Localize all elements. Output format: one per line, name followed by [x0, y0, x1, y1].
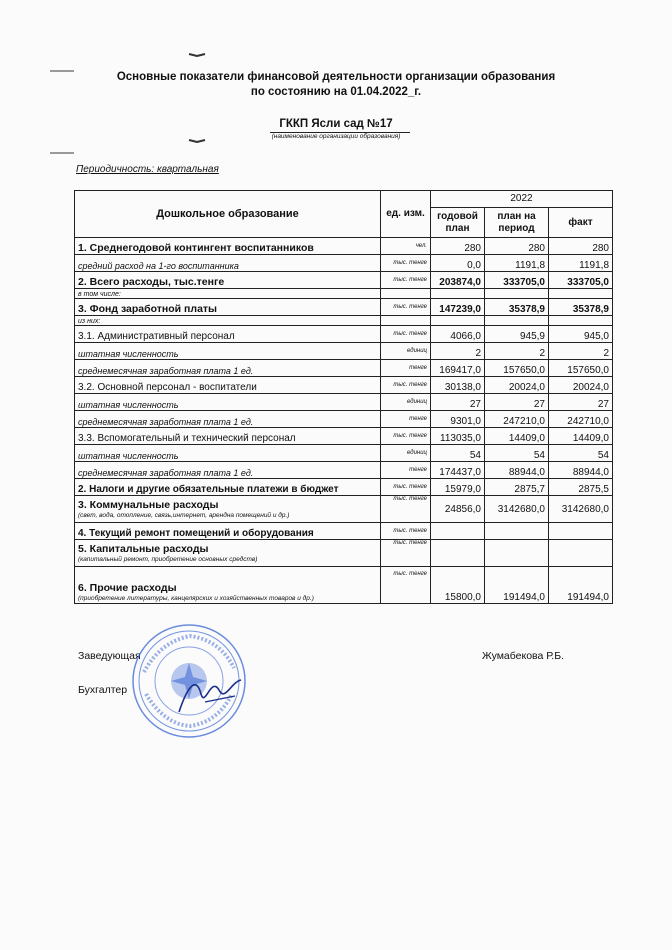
row-fact: 945,0: [549, 326, 613, 343]
row-fact: 2: [549, 343, 613, 360]
row-annual: 0,0: [431, 255, 485, 272]
col-fact-header: факт: [549, 208, 613, 238]
row-sublabel: (капитальный ремонт, приобретение основных средств): [78, 555, 258, 563]
row-label: штатная численность: [75, 343, 381, 360]
row-label: 6. Прочие расходы: [78, 582, 177, 594]
row-fact: 14409,0: [549, 428, 613, 445]
row-unit: тыс. тенге: [381, 479, 431, 496]
row-unit: тыс. тенге: [381, 255, 431, 272]
row-annual: 9301,0: [431, 411, 485, 428]
row-fact: 333705,0: [549, 272, 613, 289]
row-unit: единиц: [381, 343, 431, 360]
row-annual: 280: [431, 238, 485, 255]
row-fact: 2875,5: [549, 479, 613, 496]
row-period: 157650,0: [485, 360, 549, 377]
row-label: средний расход на 1-го воспитанника: [75, 255, 381, 272]
row-unit: тыс. тенге: [381, 496, 431, 523]
row-period: 14409,0: [485, 428, 549, 445]
accountant-label: Бухгалтер: [78, 684, 128, 696]
row-label: штатная численность: [75, 394, 381, 411]
row-label: 3.2. Основной персонал - воспитатели: [75, 377, 381, 394]
row-unit: тыс. тенге: [381, 540, 431, 567]
row-fact: [549, 523, 613, 540]
report-title-line1: Основные показатели финансовой деятельности организации образования: [116, 71, 556, 83]
row-unit: тыс. тенге: [381, 377, 431, 394]
table-row: [75, 428, 613, 445]
row-fact: 191494,0: [549, 567, 613, 604]
table-row: [75, 272, 613, 289]
col-period-header: план на период: [485, 208, 549, 238]
row-label: в том числе:: [75, 289, 381, 299]
row-label: среднемесячная заработная плата 1 ед.: [75, 462, 381, 479]
row-unit: тыс. тенге: [381, 428, 431, 445]
row-sublabel: (приобретение литературы, канцелярских и хозяйственных товаров и др.): [78, 595, 314, 602]
table-row: [75, 479, 613, 496]
row-annual: 15979,0: [431, 479, 485, 496]
row-unit: тенге: [381, 462, 431, 479]
col-unit-header: ед. изм.: [381, 191, 431, 238]
row-fact: 88944,0: [549, 462, 613, 479]
row-annual: 174437,0: [431, 462, 485, 479]
row-annual: [431, 523, 485, 540]
periodicity: Периодичность: квартальная: [76, 164, 219, 175]
scan-mark-icon: [187, 138, 207, 143]
table-row: [75, 462, 613, 479]
row-annual: 30138,0: [431, 377, 485, 394]
row-unit: единиц: [381, 445, 431, 462]
row-period: 20024,0: [485, 377, 549, 394]
row-period: 54: [485, 445, 549, 462]
report-title-line2: по состоянию на 01.04.2022_г.: [250, 86, 422, 98]
row-period: 191494,0: [485, 567, 549, 604]
row-label: 2. Налоги и другие обязательные платежи в бюджет: [75, 479, 381, 496]
row-label: 1. Среднегодовой контингент воспитанников: [75, 238, 381, 255]
scan-mark-icon: [187, 52, 207, 57]
row-label: 3.3. Вспомогательный и технический персонал: [75, 428, 381, 445]
row-label: среднемесячная заработная плата 1 ед.: [75, 411, 381, 428]
row-fact: 20024,0: [549, 377, 613, 394]
row-period: [485, 523, 549, 540]
financial-indicators-table: [74, 190, 613, 604]
row-fact: 54: [549, 445, 613, 462]
row-label: 3. Коммунальные расходы: [78, 498, 219, 511]
row-sublabel: (свет, вода, отопление, связь,интернет, арендна помещений и др.): [78, 511, 290, 519]
table-row: [75, 445, 613, 462]
row-period: [485, 540, 549, 567]
row-annual: 2: [431, 343, 485, 360]
row-unit: тенге: [381, 360, 431, 377]
row-unit: тыс. тенге: [381, 326, 431, 343]
row-fact: 280: [549, 238, 613, 255]
table-row: [75, 394, 613, 411]
row-label-cell: [75, 567, 381, 604]
row-annual: 113035,0: [431, 428, 485, 445]
head-name: Жумабекова Р.Б.: [482, 650, 565, 662]
row-fact: 35378,9: [549, 299, 613, 316]
row-fact: 242710,0: [549, 411, 613, 428]
row-period: 3142680,0: [485, 496, 549, 523]
table-row: [75, 255, 613, 272]
row-period: 88944,0: [485, 462, 549, 479]
row-unit: тыс. тенге: [381, 272, 431, 289]
row-annual: 27: [431, 394, 485, 411]
row-label-cell: [75, 496, 381, 523]
organization-note: (наименование организации образования): [271, 133, 401, 140]
row-period: 27: [485, 394, 549, 411]
row-fact: 27: [549, 394, 613, 411]
col-annual-header: годовой план: [431, 208, 485, 238]
row-annual: 4066,0: [431, 326, 485, 343]
row-unit: тыс. тенге: [381, 299, 431, 316]
table-row: [75, 377, 613, 394]
row-label: из них:: [75, 316, 381, 326]
row-annual: 24856,0: [431, 496, 485, 523]
row-period: 2875,7: [485, 479, 549, 496]
row-fact: [549, 540, 613, 567]
row-annual: 203874,0: [431, 272, 485, 289]
handwritten-signature-icon: [175, 672, 245, 720]
organization-name: ГККП Ясли сад №17: [279, 118, 393, 130]
row-fact: 157650,0: [549, 360, 613, 377]
row-period: 945,9: [485, 326, 549, 343]
row-period: 280: [485, 238, 549, 255]
scan-mark-icon: [48, 150, 76, 155]
row-label: 4. Текущий ремонт помещений и оборудования: [75, 523, 381, 540]
table-row: [75, 299, 613, 316]
table-row: [75, 343, 613, 360]
row-annual: 54: [431, 445, 485, 462]
col-section-header: Дошкольное образование: [75, 191, 381, 238]
row-fact: 3142680,0: [549, 496, 613, 523]
table-row: [75, 567, 613, 604]
row-label: 3. Фонд заработной платы: [75, 299, 381, 316]
scan-mark-icon: [48, 68, 76, 73]
row-unit: тыс. тенге: [381, 523, 431, 540]
row-label-cell: [75, 540, 381, 567]
table-row: [75, 540, 613, 567]
row-period: 2: [485, 343, 549, 360]
col-year-header: 2022: [431, 191, 613, 208]
table-row: [75, 326, 613, 343]
table-row: [75, 289, 613, 299]
row-fact: 1191,8: [549, 255, 613, 272]
table-row: [75, 496, 613, 523]
row-period: 247210,0: [485, 411, 549, 428]
row-annual: 169417,0: [431, 360, 485, 377]
table-row: [75, 360, 613, 377]
row-period: 35378,9: [485, 299, 549, 316]
table-row: [75, 316, 613, 326]
table-row: [75, 238, 613, 255]
row-label: среднемесячная заработная плата 1 ед.: [75, 360, 381, 377]
row-label: 3.1. Административный персонал: [75, 326, 381, 343]
row-annual: 15800,0: [431, 567, 485, 604]
row-label: штатная численность: [75, 445, 381, 462]
row-period: 333705,0: [485, 272, 549, 289]
row-label: 5. Капитальные расходы: [78, 542, 209, 555]
row-unit: тенге: [381, 411, 431, 428]
table-row: [75, 411, 613, 428]
row-unit: единиц: [381, 394, 431, 411]
row-unit: чел.: [381, 238, 431, 255]
row-label: 2. Всего расходы, тыс.тенге: [75, 272, 381, 289]
head-label: Заведующая: [78, 650, 141, 662]
row-unit: тыс. тенге: [381, 567, 431, 604]
row-annual: 147239,0: [431, 299, 485, 316]
row-period: 1191,8: [485, 255, 549, 272]
row-annual: [431, 540, 485, 567]
table-row: [75, 523, 613, 540]
